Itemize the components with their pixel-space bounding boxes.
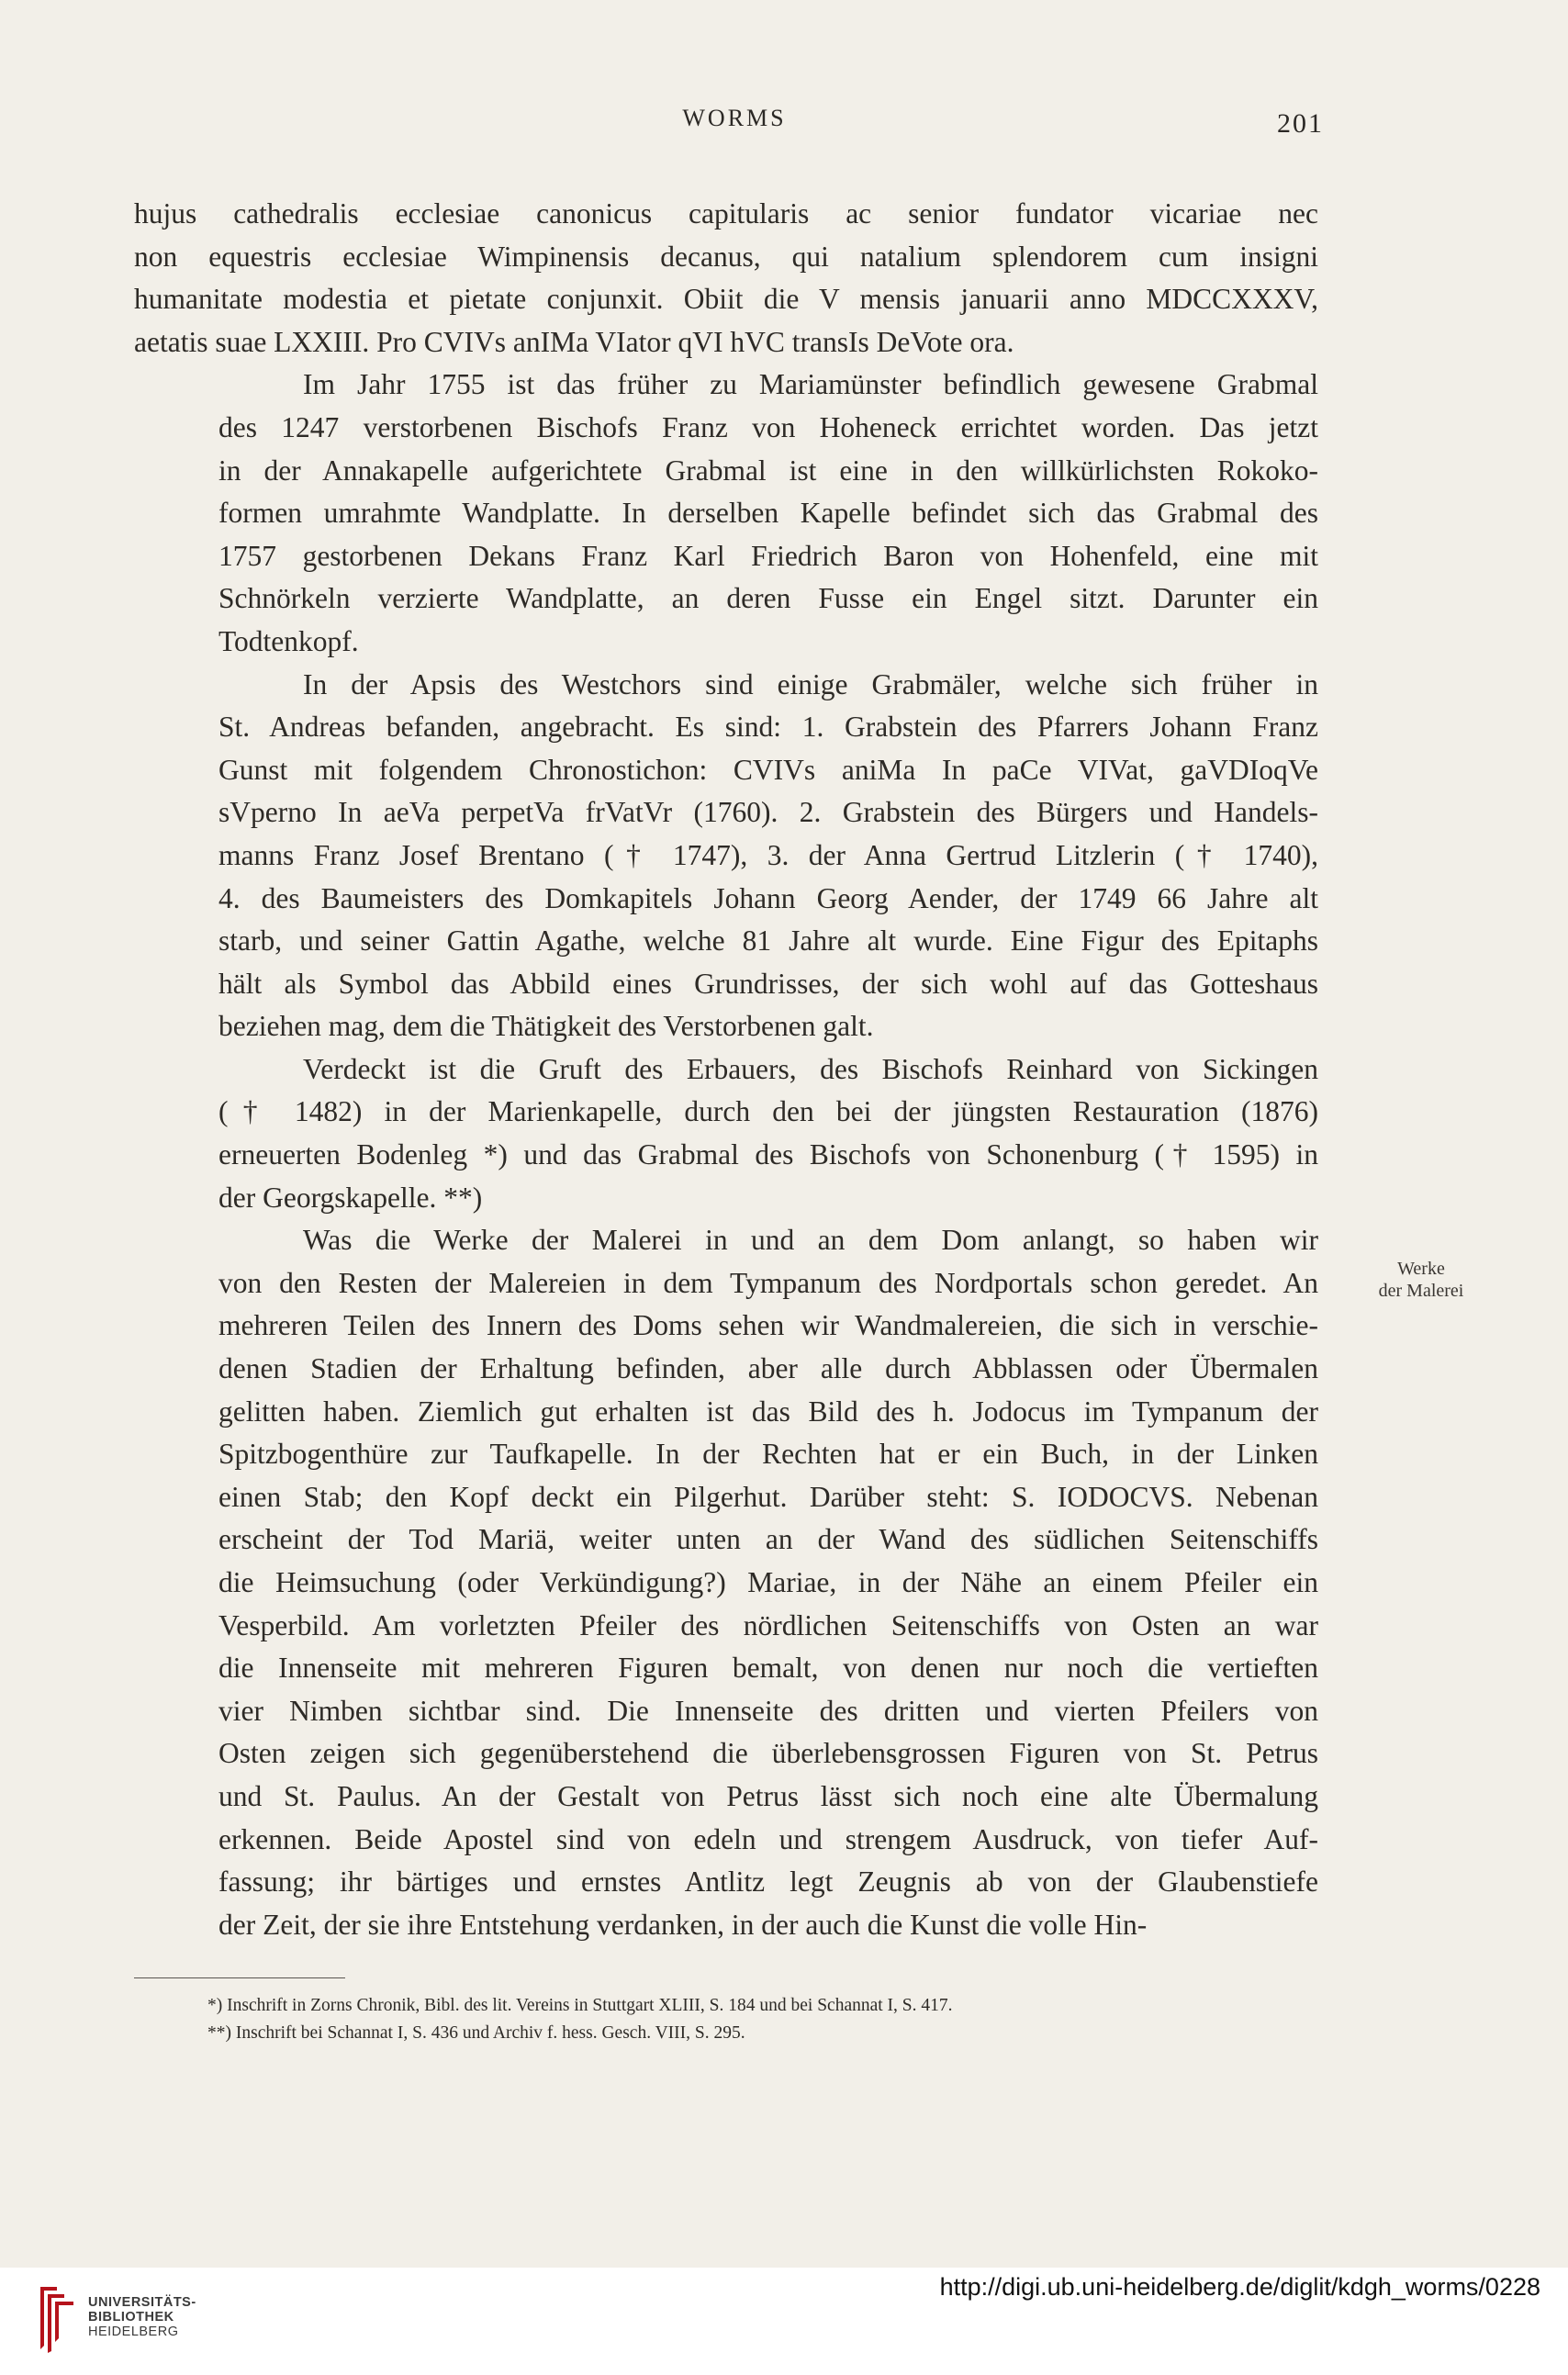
paragraph bbox=[134, 1219, 1318, 1946]
text-line: († 1482) in der Marienkapelle, durch den bei der jüngsten Restauration (1876) bbox=[218, 1095, 1318, 1128]
text-line: manns Franz Josef Brentano († 1747), 3. der Anna Gertrud Litzlerin († 1740), bbox=[218, 838, 1318, 871]
margin-note-line: der Malerei bbox=[1378, 1281, 1464, 1301]
text-line: aetatis suae LXXIII. Pro CVIVs anIMa VIator qVI hVC transIs DeVote ora. bbox=[134, 325, 1014, 358]
paragraph bbox=[134, 664, 1318, 1048]
text-line: non equestris ecclesiae Wimpinensis decanus, qui natalium splendorem cum insigni bbox=[134, 240, 1318, 273]
text-line: 4. des Baumeisters des Domkapitels Johann Georg Aender, der 1749 66 Jahre alt bbox=[218, 881, 1318, 914]
footnote: *) Inschrift in Zorns Chronik, Bibl. des lit. Vereins in Stuttgart XLIII, S. 184 und bei Schannat I, S. 417. bbox=[207, 1996, 953, 2015]
text-line: gelitten haben. Ziemlich gut erhalten ist das Bild des h. Jodocus im Tympanum der bbox=[218, 1395, 1318, 1428]
text-line: erscheint der Tod Mariä, weiter unten an der Wand des südlichen Seitenschiffs bbox=[218, 1523, 1318, 1556]
margin-note-line: Werke bbox=[1397, 1259, 1445, 1279]
text-line: in der Annakapelle aufgerichtete Grabmal ist eine in den willkürlichsten Rokoko- bbox=[218, 454, 1318, 487]
paragraph bbox=[134, 193, 1318, 364]
text-line: Was die Werke der Malerei in und an dem Dom anlangt, so haben wir bbox=[303, 1224, 1318, 1257]
paragraph bbox=[134, 364, 1318, 663]
text-line: Im Jahr 1755 ist das früher zu Mariamünster befindlich gewesene Grabmal bbox=[303, 368, 1318, 401]
running-title: WORMS bbox=[682, 105, 787, 131]
text-line: der Georgskapelle. **) bbox=[218, 1181, 483, 1214]
text-line: Verdeckt ist die Gruft des Erbauers, des Bischofs Reinhard von Sickingen bbox=[303, 1052, 1318, 1085]
library-name[interactable] bbox=[88, 2295, 196, 2339]
library-name-line: BIBLIOTHEK bbox=[88, 2310, 174, 2325]
text-line: Spitzbogenthüre zur Taufkapelle. In der Rechten hat er ein Buch, in der Linken bbox=[218, 1438, 1318, 1471]
text-line: die Heimsuchung (oder Verkündigung?) Mariae, in der Nähe an einem Pfeiler ein bbox=[218, 1566, 1318, 1598]
text-line: Todtenkopf. bbox=[218, 624, 359, 657]
text-line: Osten zeigen sich gegenüberstehend die überlebensgrossen Figuren von St. Petrus bbox=[218, 1737, 1318, 1770]
text-line: mehreren Teilen des Innern des Doms sehen wir Wandmalereien, die sich in verschie- bbox=[218, 1309, 1318, 1342]
text-line: 1757 gestorbenen Dekans Franz Karl Friedrich Baron von Hohenfeld, eine mit bbox=[218, 539, 1318, 572]
text-line: humanitate modestia et pietate conjunxit. Obiit die V mensis januarii anno MDCCXXXV, bbox=[134, 283, 1318, 316]
text-line: und St. Paulus. An der Gestalt von Petrus lässt sich noch eine alte Übermalung bbox=[218, 1779, 1318, 1812]
text-line: die Innenseite mit mehreren Figuren bemalt, von denen nur noch die vertieften bbox=[218, 1652, 1318, 1685]
library-logo-icon[interactable] bbox=[37, 2281, 77, 2355]
text-line: fassung; ihr bärtiges und ernstes Antlitz legt Zeugnis ab von der Glaubenstiefe bbox=[218, 1865, 1318, 1899]
text-line: Vesperbild. Am vorletzten Pfeiler des nördlichen Seitenschiffs von Osten an war bbox=[218, 1608, 1318, 1641]
text-line: beziehen mag, dem die Thätigkeit des Verstorbenen galt. bbox=[218, 1010, 874, 1043]
page-number: 201 bbox=[1277, 108, 1324, 139]
text-line: des 1247 verstorbenen Bischofs Franz von Hoheneck errichtet worden. Das jetzt bbox=[218, 410, 1318, 443]
body-text bbox=[134, 193, 1318, 1946]
running-head bbox=[0, 99, 1568, 139]
footnotes bbox=[207, 1992, 1327, 2047]
text-line: St. Andreas befanden, angebracht. Es sind: 1. Grabstein des Pfarrers Johann Franz bbox=[218, 711, 1318, 744]
text-line: formen umrahmte Wandplatte. In derselben Kapelle befindet sich das Grabmal des bbox=[218, 497, 1318, 530]
permalink-url[interactable]: http://digi.ub.uni-heidelberg.de/diglit/kdgh_worms/0228 bbox=[939, 2273, 1540, 2301]
text-line: Gunst mit folgendem Chronostichon: CVIVs aniMa In paCe VIVat, gaVDIoqVe bbox=[218, 753, 1318, 786]
text-line: erneuerten Bodenleg *) und das Grabmal des Bischofs von Schonenburg († 1595) in bbox=[218, 1138, 1318, 1171]
text-line: vier Nimben sichtbar sind. Die Innenseite des dritten und vierten Pfeilers von bbox=[218, 1694, 1318, 1727]
library-name-line: UNIVERSITÄTS- bbox=[88, 2295, 196, 2310]
margin-note bbox=[1348, 1258, 1495, 1302]
library-name-line: HEIDELBERG bbox=[88, 2325, 179, 2339]
text-line: starb, und seiner Gattin Agathe, welche 81 Jahre alt wurde. Eine Figur des Epitaphs bbox=[218, 924, 1318, 958]
footnote-rule bbox=[134, 1977, 345, 1978]
text-line: denen Stadien der Erhaltung befinden, aber alle durch Abblassen oder Übermalen bbox=[218, 1352, 1318, 1385]
text-line: einen Stab; den Kopf deckt ein Pilgerhut. Darüber steht: S. IODOCVS. Nebenan bbox=[218, 1480, 1318, 1513]
paragraph bbox=[134, 1048, 1318, 1219]
text-line: Schnörkeln verzierte Wandplatte, an deren Fusse ein Engel sitzt. Darunter ein bbox=[218, 582, 1318, 615]
footnote: **) Inschrift bei Schannat I, S. 436 und Archiv f. hess. Gesch. VIII, S. 295. bbox=[207, 2023, 745, 2043]
text-line: hujus cathedralis ecclesiae canonicus capitularis ac senior fundator vicariae nec bbox=[134, 197, 1318, 230]
text-line: erkennen. Beide Apostel sind von edeln und strengem Ausdruck, von tiefer Auf- bbox=[218, 1822, 1318, 1855]
text-line: sVperno In aeVa perpetVa frVatVr (1760). 2. Grabstein des Bürgers und Handels- bbox=[218, 796, 1318, 829]
text-line: hält als Symbol das Abbild eines Grundrisses, der sich wohl auf das Gotteshaus bbox=[218, 967, 1318, 1000]
text-line: der Zeit, der sie ihre Entstehung verdanken, in der auch die Kunst die volle Hin- bbox=[218, 1908, 1148, 1941]
text-line: In der Apsis des Westchors sind einige Grabmäler, welche sich früher in bbox=[303, 667, 1318, 700]
text-line: von den Resten der Malereien in dem Tympanum des Nordportals schon geredet. An bbox=[218, 1266, 1318, 1299]
